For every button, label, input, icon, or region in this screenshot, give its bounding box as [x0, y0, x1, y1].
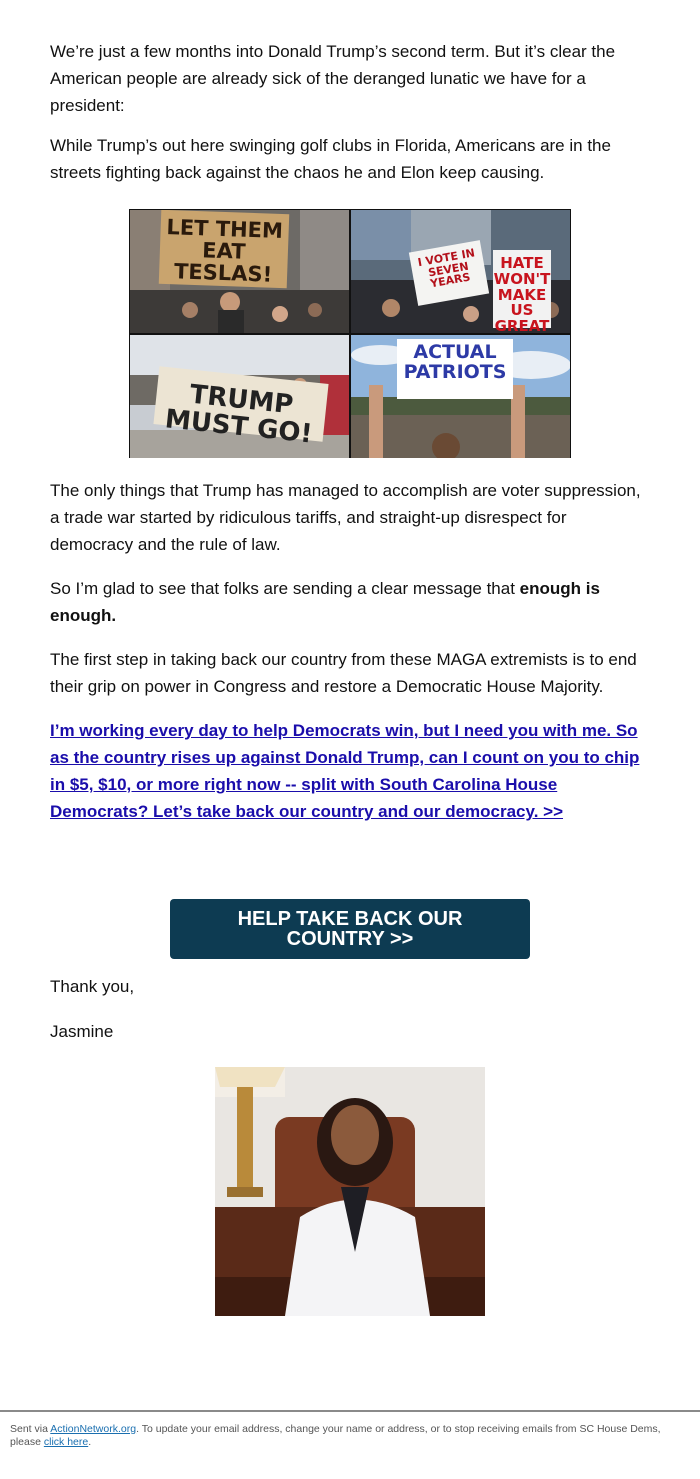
help-take-back-button[interactable]: HELP TAKE BACK OUR COUNTRY >>	[170, 899, 530, 959]
sign-actual-patriots: ACTUAL PATRIOTS	[397, 339, 513, 399]
enough-bold: enough is enough.	[50, 579, 600, 625]
banner-trump-must-go: TRUMP MUST GO!	[153, 366, 328, 441]
enough-paragraph-text: So I’m glad to see that folks are sending a clear message that	[50, 579, 520, 598]
email-intro	[50, 38, 650, 204]
footer-middle: . To update your email address, change your name or address, or to stop receiving emails from SC House Dems, please	[10, 1423, 661, 1448]
sign-let-them-eat-teslas: LET THEM EAT TESLAS!	[159, 210, 290, 288]
protest-photo-actual-patriots	[351, 335, 570, 458]
email-body	[50, 477, 650, 825]
closing-thanks: Thank you,	[50, 977, 135, 996]
accomplishments-paragraph: The only things that Trump has managed to accomplish are voter suppression, a trade war started by ridiculous tariffs, and straight-up disrespect for democracy and the rule of law.	[50, 481, 641, 554]
streets-paragraph: While Trump’s out here swinging golf clubs in Florida, Americans are in the streets fighting back against the chaos he and Elon keep causing.	[50, 136, 611, 182]
footer-prefix: Sent via	[10, 1423, 51, 1435]
sign-hate-wont-make-us-great: HATE WON'T MAKE US GREAT	[493, 250, 551, 328]
actionnetwork-link[interactable]: ActionNetwork.org	[50, 1423, 137, 1435]
protest-photo-grid	[129, 209, 571, 458]
email-footer	[0, 1410, 700, 1449]
unsubscribe-link[interactable]: click here	[43, 1436, 89, 1448]
enough-paragraph	[50, 575, 650, 629]
portrait-photo	[215, 1067, 485, 1316]
footer-suffix: .	[88, 1436, 92, 1448]
sign-vote-seven-years: I VOTE IN SEVEN YEARS	[409, 240, 489, 306]
protest-photo-teslas	[130, 210, 349, 333]
protest-photo-hate	[351, 210, 570, 333]
congress-paragraph: The first step in taking back our country from these MAGA extremists is to end their grip on power in Congress and restore a Democratic House Majority.	[50, 650, 637, 696]
signature-name: Jasmine	[50, 1022, 114, 1041]
protest-photo-trump-must-go	[130, 335, 349, 458]
donate-text-link[interactable]: I’m working every day to help Democrats win, but I need you with me. So as the country rises up against Donald Trump, can I count on you to chip in $5, $10, or more right now -- split with South Carolina House Democrats? Let’s take back our country and our democracy. >>	[50, 721, 640, 821]
intro-paragraph: We’re just a few months into Donald Trump’s second term. But it’s clear the American people are already sick of the deranged lunatic we have for a president:	[50, 42, 616, 115]
